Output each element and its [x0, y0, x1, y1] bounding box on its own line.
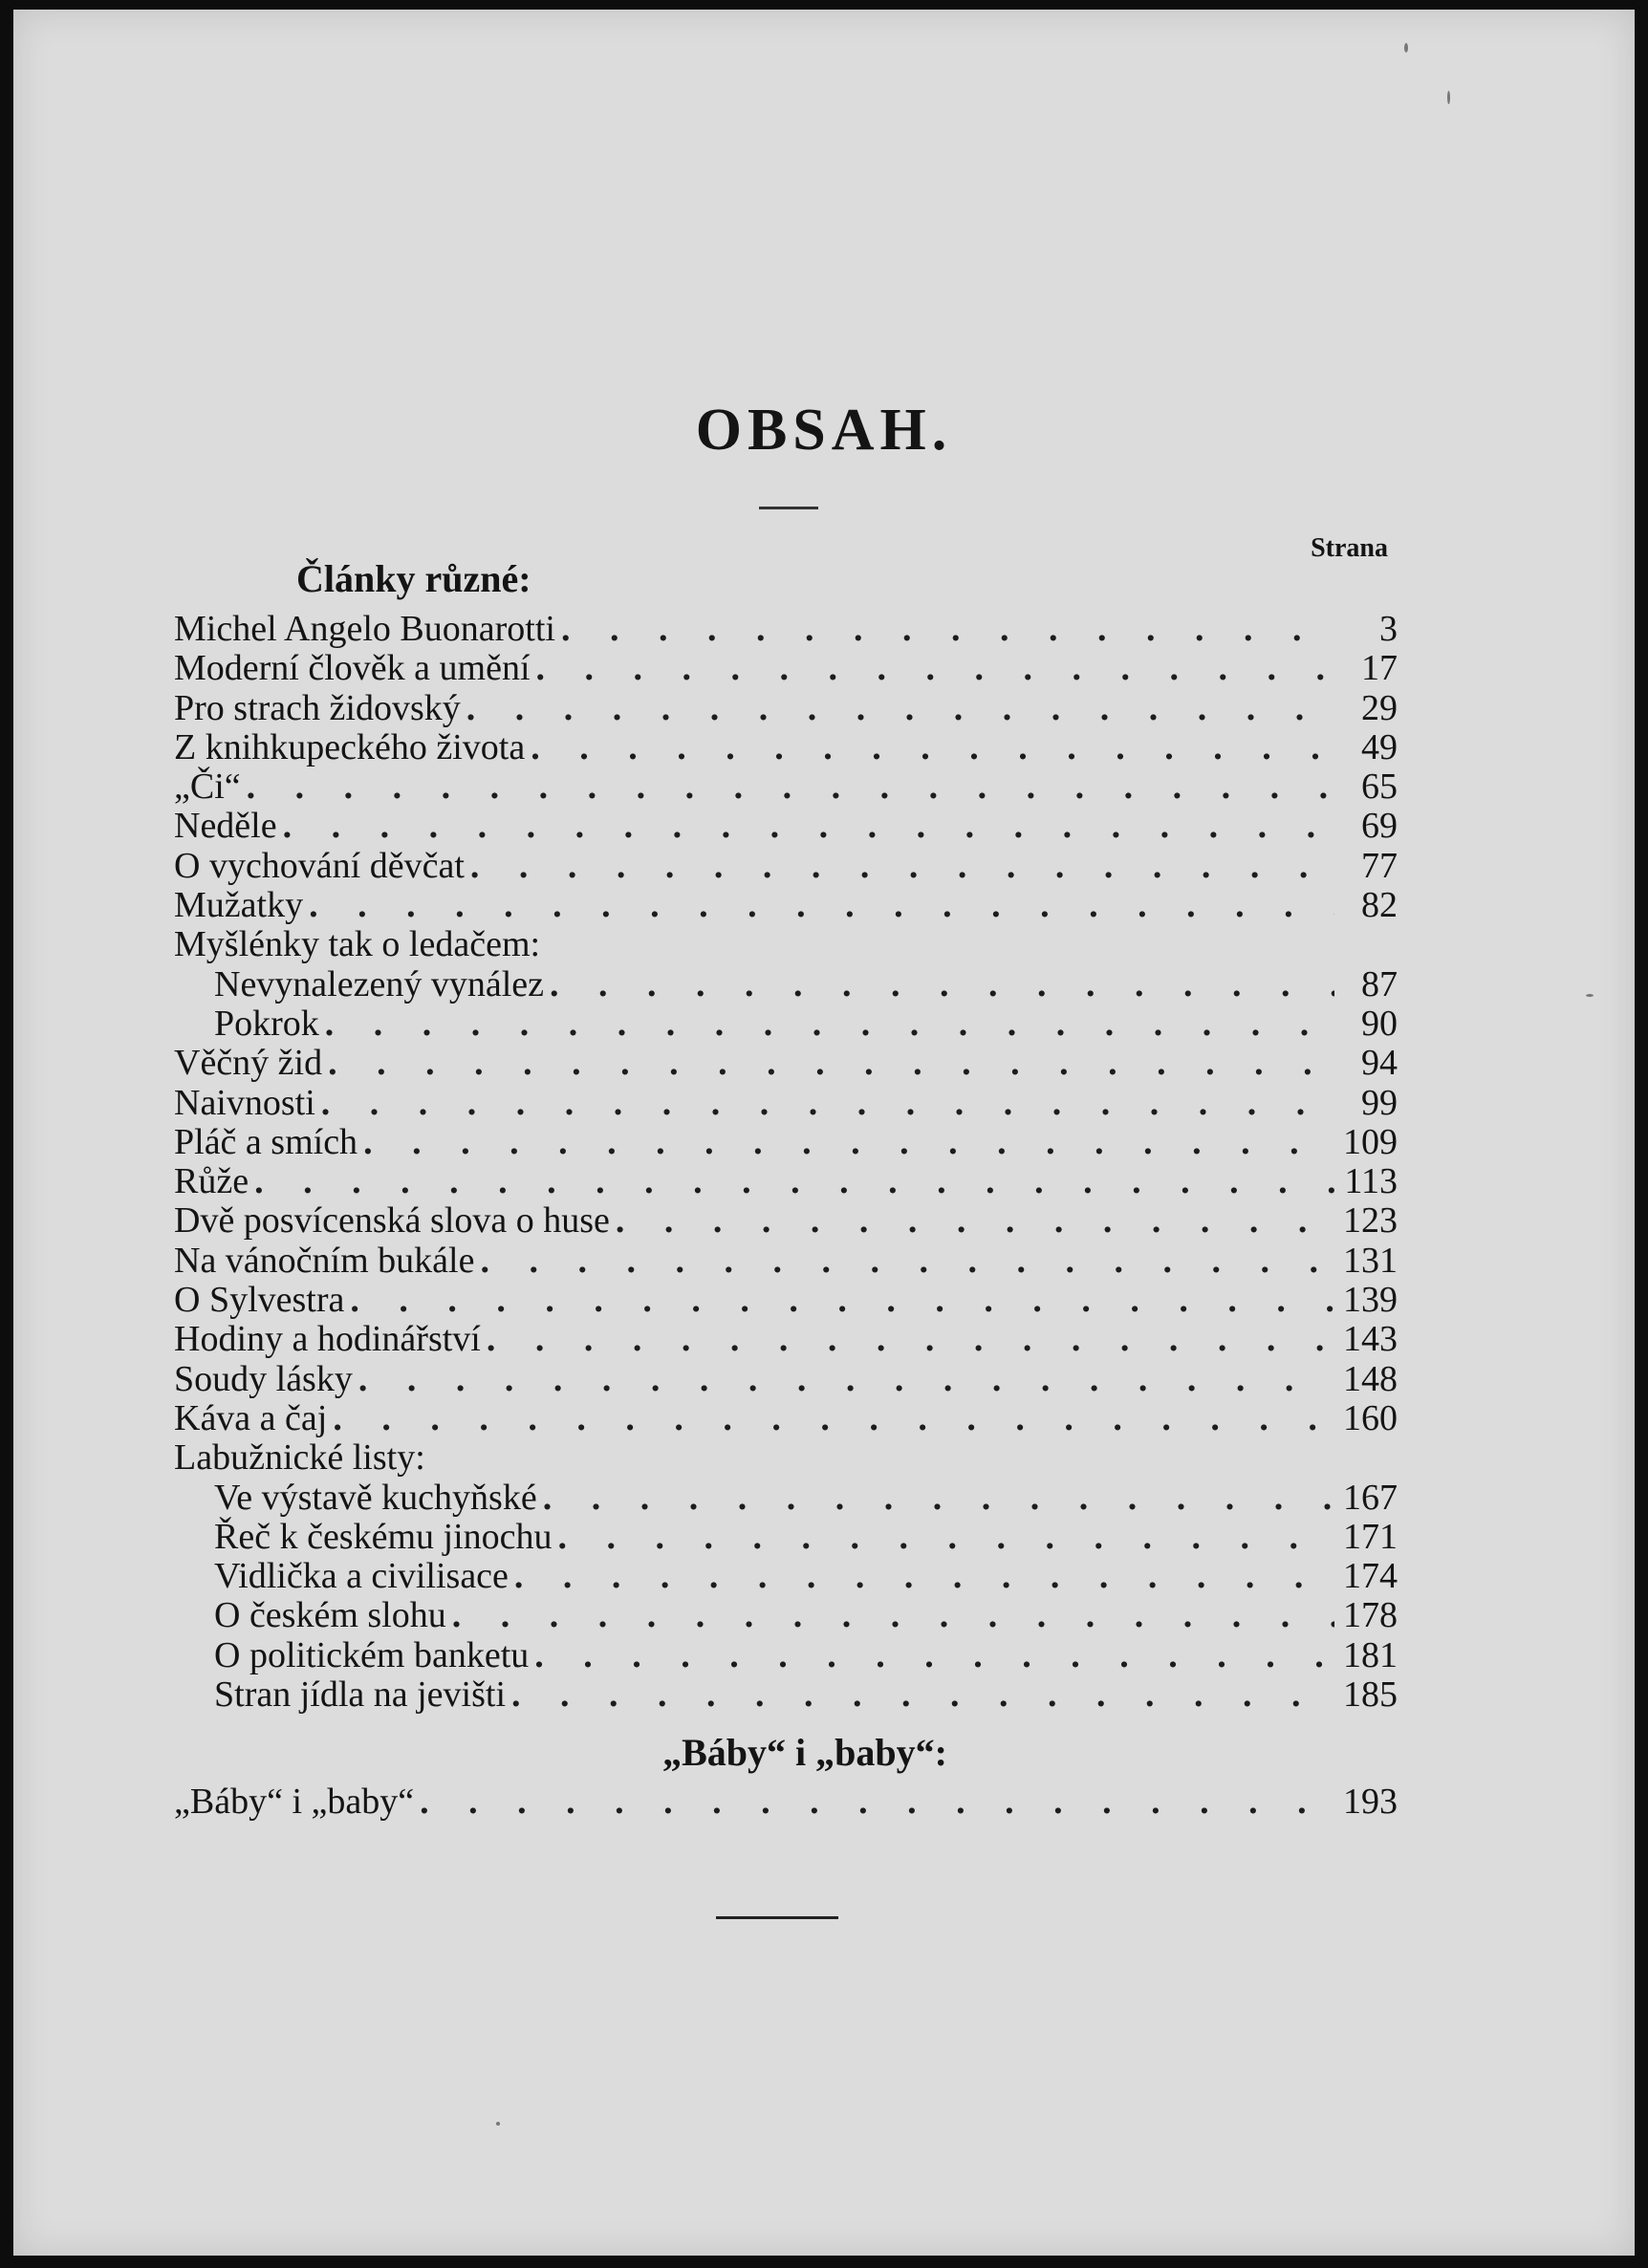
toc-entry-title: Moderní člověk a umění	[174, 648, 531, 689]
toc-entry-page: 178	[1343, 1595, 1398, 1636]
dot-leader	[350, 1281, 1334, 1320]
dot-leader	[470, 847, 1334, 886]
toc-entry-title: Soudy lásky	[174, 1358, 353, 1399]
toc-entry-page: 143	[1343, 1319, 1398, 1360]
toc-entry	[174, 1675, 1398, 1715]
dot-leader	[333, 1399, 1334, 1438]
dot-leader	[283, 807, 1334, 846]
page-title: OBSAH.	[695, 398, 953, 463]
toc-entry-title: Z knihkupeckého života	[174, 726, 526, 767]
toc-entry-title: Nevynalezený vynález	[214, 963, 544, 1004]
toc-entry-title: Stran jídla na jevišti	[214, 1674, 507, 1716]
toc-entry-page: 99	[1361, 1082, 1398, 1123]
toc-entry-page: 69	[1361, 806, 1398, 847]
toc-entry	[174, 1596, 1398, 1635]
dot-leader	[254, 1162, 1334, 1201]
toc-entry	[174, 1320, 1398, 1359]
toc-entry-title: Labužnické listy:	[174, 1437, 425, 1479]
end-divider	[716, 1916, 838, 1919]
toc-entry	[174, 807, 1398, 846]
dot-leader	[452, 1596, 1334, 1635]
toc-entry-title: Pro strach židovský	[174, 687, 461, 728]
toc-entry-title: Pláč a smích	[174, 1121, 358, 1162]
toc-entry-page: 87	[1361, 963, 1398, 1004]
toc-entry	[174, 886, 1398, 925]
toc-entry-page: 3	[1379, 609, 1398, 649]
dot-leader	[558, 1518, 1334, 1557]
toc-list	[174, 1782, 1398, 1822]
toc-entry	[174, 1782, 1398, 1822]
toc-entry-page: 174	[1343, 1556, 1398, 1597]
toc-entry-title: Řeč k českému jinochu	[214, 1516, 553, 1557]
toc-entry	[174, 1201, 1398, 1241]
toc-entry-title: Růže	[174, 1161, 249, 1202]
title-divider	[759, 507, 818, 509]
toc-entry	[174, 1399, 1398, 1438]
toc-entry	[174, 728, 1398, 767]
toc-entry	[174, 1242, 1398, 1281]
dot-leader	[531, 728, 1334, 767]
dot-leader	[358, 1360, 1334, 1399]
toc-entry-page: 139	[1343, 1280, 1398, 1321]
toc-entry	[174, 847, 1398, 886]
toc-entry-page: 123	[1343, 1200, 1398, 1242]
dot-leader	[514, 1557, 1334, 1596]
toc-entry	[174, 1044, 1398, 1083]
toc-entry	[174, 1004, 1398, 1044]
dot-leader	[325, 1004, 1334, 1044]
dot-leader	[321, 1084, 1334, 1123]
section-heading: „Báby“ i „baby“:	[662, 1731, 947, 1774]
toc-entry-title: O vychování děvčat	[174, 845, 465, 886]
dot-leader	[466, 689, 1334, 728]
book-page	[13, 10, 1635, 2256]
toc-entry-page: 94	[1361, 1043, 1398, 1084]
toc-entry	[174, 1162, 1398, 1201]
toc-entry-title: O politickém banketu	[214, 1634, 530, 1675]
toc-entry-title: Na vánočním bukále	[174, 1240, 475, 1281]
toc-entry-title: Vidlička a civilisace	[214, 1556, 509, 1597]
toc-entry-title: „Báby“ i „baby“	[174, 1782, 415, 1822]
toc-entry-page: 29	[1361, 687, 1398, 728]
toc-entry-title: O Sylvestra	[174, 1280, 345, 1321]
dot-leader	[247, 767, 1334, 807]
toc-entry	[174, 1281, 1398, 1320]
toc-entry	[174, 649, 1398, 688]
toc-entry-page: 171	[1343, 1516, 1398, 1557]
dot-leader	[480, 1242, 1334, 1281]
toc-entry-page: 17	[1361, 648, 1398, 689]
toc-entry-page: 82	[1361, 885, 1398, 926]
dot-leader	[616, 1201, 1334, 1241]
dot-leader	[561, 610, 1334, 649]
dot-leader	[543, 1479, 1334, 1518]
toc-entry-page: 185	[1343, 1674, 1398, 1716]
dot-leader	[536, 649, 1334, 688]
paper-speck	[1404, 43, 1408, 53]
toc-entry	[174, 610, 1398, 649]
toc-entry-title: Hodiny a hodinářství	[174, 1319, 481, 1360]
toc-entry	[174, 1636, 1398, 1675]
toc-entry-title: Věčný žid	[174, 1043, 323, 1084]
toc-entry-page: 160	[1343, 1397, 1398, 1438]
toc-entry-title: Pokrok	[214, 1003, 319, 1044]
toc-entry	[174, 1123, 1398, 1162]
toc-entry-title: „Či“	[174, 767, 241, 808]
toc-entry-title: Káva a čaj	[174, 1397, 328, 1438]
paper-speck	[1586, 994, 1594, 997]
toc-entry-page: 131	[1343, 1240, 1398, 1281]
toc-entry	[174, 767, 1398, 807]
toc-entry-page: 49	[1361, 726, 1398, 767]
toc-entry-page: 109	[1343, 1121, 1398, 1162]
toc-entry-title: Dvě posvícenská slova o huse	[174, 1200, 610, 1242]
section-heading: Články různé:	[296, 557, 531, 600]
toc-entry-page: 193	[1343, 1782, 1398, 1822]
toc-entry	[174, 1518, 1398, 1557]
toc-entry-page: 90	[1361, 1003, 1398, 1044]
dot-leader	[420, 1782, 1334, 1822]
toc-entry-title: O českém slohu	[214, 1595, 446, 1636]
page-column-label: Strana	[1311, 533, 1388, 563]
toc-entry	[174, 965, 1398, 1004]
toc-list	[174, 610, 1398, 1715]
toc-entry-page: 77	[1361, 845, 1398, 886]
dot-leader	[487, 1320, 1334, 1359]
paper-speck	[496, 2122, 500, 2126]
toc-entry	[174, 1084, 1398, 1123]
dot-leader	[550, 965, 1334, 1004]
toc-entry	[174, 925, 1398, 964]
toc-entry-page: 167	[1343, 1477, 1398, 1518]
toc-entry	[174, 689, 1398, 728]
toc-entry-title: Michel Angelo Buonarotti	[174, 609, 555, 649]
dot-leader	[309, 886, 1334, 925]
toc-entry-title: Neděle	[174, 806, 277, 847]
dot-leader	[328, 1044, 1334, 1083]
toc-entry-title: Ve výstavě kuchyňské	[214, 1477, 537, 1518]
toc-entry	[174, 1479, 1398, 1518]
paper-speck	[1447, 91, 1450, 104]
dot-leader	[363, 1123, 1334, 1162]
toc-entry-title: Naivnosti	[174, 1082, 315, 1123]
dot-leader	[511, 1675, 1334, 1715]
toc-entry	[174, 1557, 1398, 1596]
toc-entry-page: 148	[1343, 1358, 1398, 1399]
toc-entry	[174, 1438, 1398, 1478]
toc-entry	[174, 1360, 1398, 1399]
toc-entry-title: Myšlénky tak o ledačem:	[174, 924, 541, 965]
toc-entry-title: Mužatky	[174, 885, 304, 926]
toc-entry-page: 65	[1361, 767, 1398, 808]
toc-entry-page: 181	[1343, 1634, 1398, 1675]
dot-leader	[534, 1636, 1334, 1675]
toc-entry-page: 113	[1344, 1161, 1398, 1202]
